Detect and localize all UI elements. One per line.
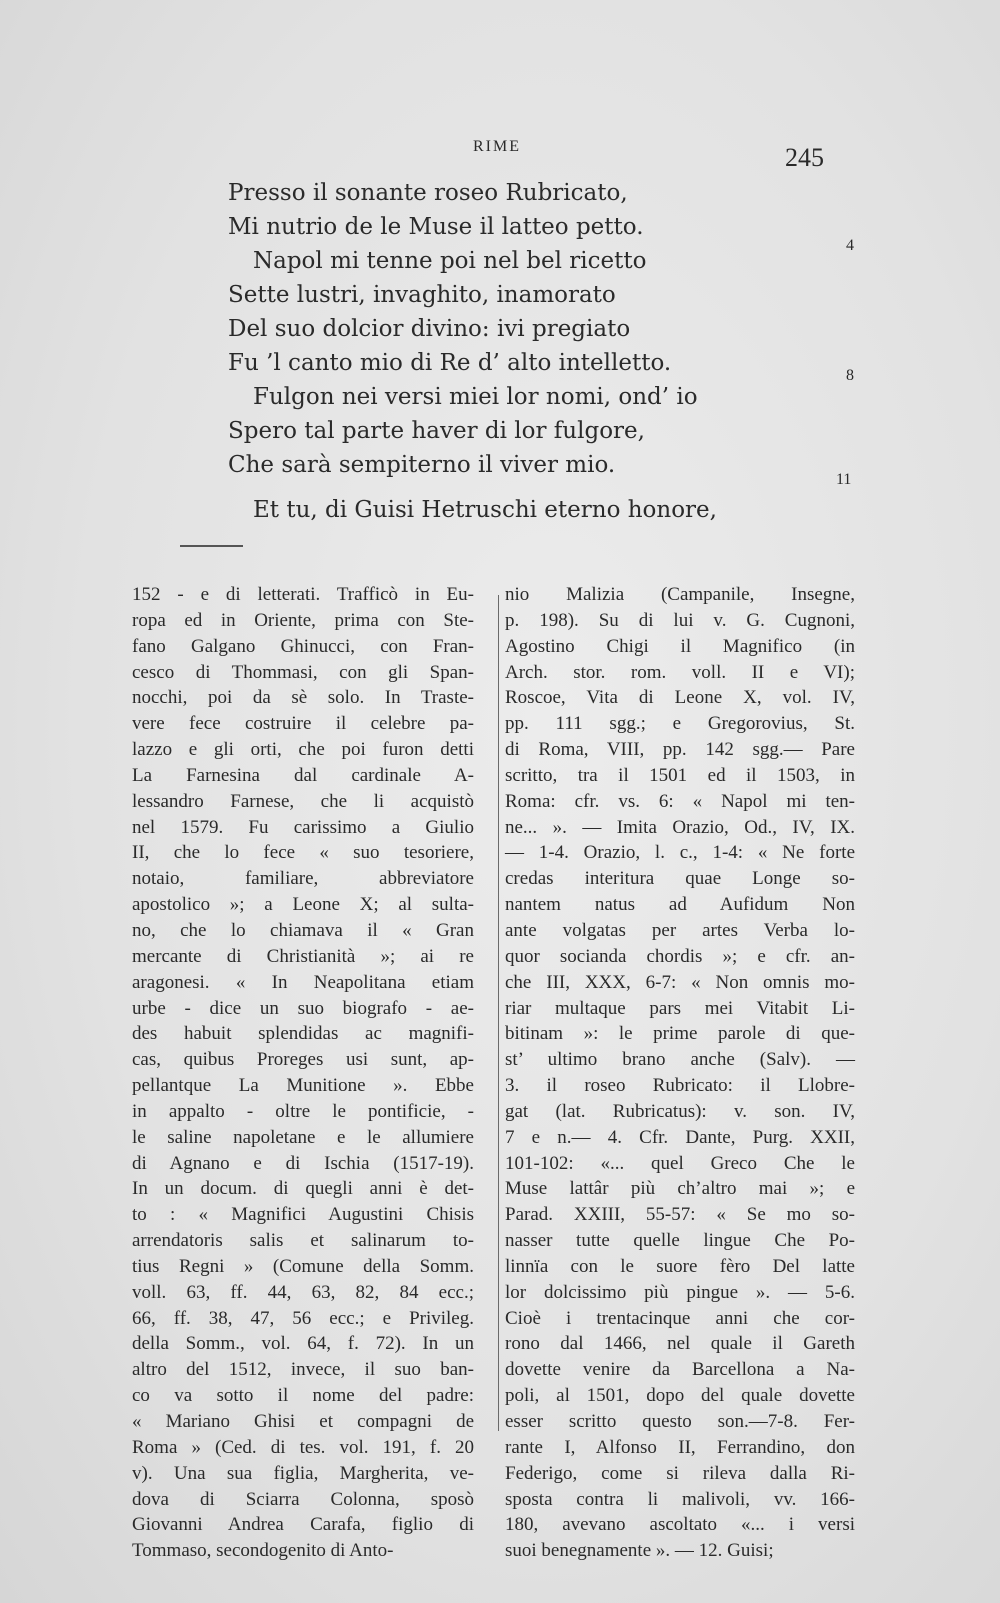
notes-left-column (132, 582, 474, 1564)
note-line: 7 e n.— 4. Cfr. Dante, Purg. XXII, (505, 1126, 855, 1148)
note-line: 152 - e di letterati. Trafficò in Eu- (132, 584, 474, 605)
note-line: esser scritto questo son.—7-8. Fer- (505, 1411, 855, 1432)
note-line: Tommaso, secondogenito di Anto- (132, 1540, 394, 1562)
column-divider (498, 595, 499, 1431)
note-line: Roma: cfr. vs. 6: « Napol mi ten- (505, 790, 855, 812)
note-line: to : « Magnifici Augustini Chisis (132, 1204, 474, 1226)
note-line: quor socianda chordis »; e cfr. an- (505, 945, 855, 967)
notes-right-column (505, 582, 855, 1564)
note-line: aragonesi. « In Neapolitana etiam (132, 971, 474, 993)
note-line: Federigo, come si rileva dalla Ri- (505, 1462, 855, 1484)
note-line: ropa ed in Oriente, prima con Ste- (132, 609, 474, 631)
running-title: RIME (473, 138, 521, 155)
note-line: scritto, tra il 1501 ed il 1503, in (505, 764, 855, 786)
page-number: 245 (785, 143, 824, 172)
verse-number: 11 (836, 471, 852, 488)
note-line: v). Una sua figlia, Margherita, ve- (132, 1462, 474, 1484)
note-line: le saline napoletane e le allumiere (132, 1126, 474, 1148)
note-line: co va sotto il nome del padre: (132, 1385, 474, 1407)
verse-line: Napol mi tenne poi nel bel ricetto (253, 248, 647, 274)
note-line: des habuit splendidas ac magnifi- (132, 1023, 474, 1045)
verse-line: Del suo dolcior divino: ivi pregiato (228, 316, 631, 342)
note-line: linnïa con le suore fèro Del latte (505, 1255, 855, 1277)
verse-line: Spero tal parte haver di lor fulgore, (228, 418, 645, 444)
verse-line: Che sarà sempiterno il viver mio. (228, 452, 616, 478)
note-line: Parad. XXIII, 55-57: « Se mo so- (505, 1204, 855, 1226)
note-line: mercante di Christianità »; ai re (132, 945, 474, 967)
note-line: di Roma, VIII, pp. 142 sgg.— Pare (505, 739, 855, 761)
note-line: st’ ultimo brano anche (Salv). — (505, 1049, 855, 1071)
note-line: credas interitura quae Longe so- (505, 868, 855, 890)
note-line: arrendatoris salis et salinarum to- (132, 1230, 474, 1252)
note-line: sposta contra li malivoli, vv. 166- (505, 1488, 855, 1510)
verse-line: Sette lustri, invaghito, inamorato (228, 282, 616, 308)
note-line: II, che lo fece « suo tesoriere, (132, 842, 474, 864)
note-line: riar multaque pars mei Vitabit Li- (505, 997, 855, 1019)
note-line: dova di Sciarra Colonna, sposò (132, 1488, 474, 1510)
note-line: suoi benegnamente ». — 12. Guisi; (505, 1540, 774, 1562)
note-line: cas, quibus Proreges usi sunt, ap- (132, 1049, 474, 1071)
note-line: cesco di Thommasi, con gli Span- (132, 661, 474, 683)
note-line: in appalto - oltre le pontificie, - (132, 1100, 474, 1122)
note-line: 3. il roseo Rubricato: il Llobre- (505, 1075, 855, 1097)
note-line: no, che lo chiamava il « Gran (132, 919, 474, 941)
note-line: La Farnesina dal cardinale A- (132, 764, 474, 786)
note-line: rante I, Alfonso II, Ferrandino, don (505, 1436, 855, 1458)
note-line: poli, al 1501, dopo del quale dovette (505, 1385, 855, 1407)
note-line: nio Malizia (Campanile, Insegne, (505, 584, 855, 605)
note-line: — 1-4. Orazio, l. c., 1-4: « Ne forte (505, 842, 855, 864)
note-line: della Somm., vol. 64, f. 72). In un (132, 1333, 474, 1355)
note-line: apostolico »; a Leone X; al sulta- (132, 894, 474, 916)
note-line: che III, XXX, 6-7: « Non omnis mo- (505, 971, 855, 993)
verse-line: Fu ’l canto mio di Re d’ alto intelletto. (228, 350, 672, 376)
verse-number: 4 (846, 237, 854, 254)
note-line: notaio, familiare, abbreviatore (132, 868, 474, 890)
note-line: lor dolcissimo più pingue ». — 5-6. (505, 1281, 855, 1303)
note-line: di Agnano e di Ischia (1517-19). (132, 1152, 474, 1174)
note-line: Roscoe, Vita di Leone X, vol. IV, (505, 687, 855, 709)
note-line: ne... ». — Imita Orazio, Od., IV, IX. (505, 816, 855, 838)
note-line: lazzo e gli orti, che poi furon detti (132, 739, 474, 761)
note-line: Agostino Chigi il Magnifico (in (505, 635, 855, 657)
note-line: fano Galgano Ghinucci, con Fran- (132, 635, 474, 657)
note-line: « Mariano Ghisi et compagni de (132, 1411, 474, 1432)
verse-line: Mi nutrio de le Muse il latteo petto. (228, 214, 644, 240)
note-line: pp. 111 sgg.; e Gregorovius, St. (505, 713, 855, 735)
verse-line: Et tu, di Guisi Hetruschi eterno honore, (253, 497, 717, 523)
note-line: Giovanni Andrea Carafa, figlio di (132, 1514, 474, 1536)
note-line: Arch. stor. rom. voll. II e VI); (505, 661, 855, 683)
note-line: dovette venire da Barcellona a Na- (505, 1359, 855, 1381)
note-line: 101-102: «... quel Greco Che le (505, 1152, 855, 1174)
note-line: 66, ff. 38, 47, 56 ecc.; e Privileg. (132, 1307, 474, 1329)
note-line: vere fece costruire il celebre pa- (132, 713, 474, 735)
note-line: nel 1579. Fu carissimo a Giulio (132, 816, 474, 838)
separator-rule (180, 545, 243, 547)
verse-line: Presso il sonante roseo Rubricato, (228, 180, 628, 206)
note-line: urbe - dice un suo biografo - ae- (132, 997, 474, 1019)
note-line: 180, avevano ascoltato «... i versi (505, 1514, 855, 1536)
note-line: In un docum. di quegli anni è det- (132, 1178, 474, 1200)
note-line: bitinam »: le prime parole di que- (505, 1023, 855, 1045)
note-line: pellantque La Munitione ». Ebbe (132, 1075, 474, 1097)
note-line: gat (lat. Rubricatus): v. son. IV, (505, 1100, 855, 1122)
note-line: ante volgatas per artes Verba lo- (505, 919, 855, 941)
note-line: altro del 1512, invece, il suo ban- (132, 1359, 474, 1381)
verse-line: Fulgon nei versi miei lor nomi, ond’ io (253, 384, 698, 410)
note-line: nasser tutte quelle lingue Che Po- (505, 1230, 855, 1252)
verse-number: 8 (846, 367, 854, 384)
note-line: voll. 63, ff. 44, 63, 82, 84 ecc.; (132, 1281, 474, 1303)
note-line: Cioè i trentacinque anni che cor- (505, 1307, 855, 1329)
note-line: lessandro Farnese, che li acquistò (132, 790, 474, 812)
note-line: tius Regni » (Comune della Somm. (132, 1255, 474, 1277)
note-line: nocchi, poi da sè solo. In Traste- (132, 687, 474, 709)
note-line: Roma » (Ced. di tes. vol. 191, f. 20 (132, 1436, 474, 1458)
note-line: Muse lattâr più ch’altro mai »; e (505, 1178, 855, 1200)
note-line: rono dal 1466, nel quale il Gareth (505, 1333, 855, 1355)
note-line: p. 198). Su di lui v. G. Cugnoni, (505, 609, 855, 631)
note-line: nantem natus ad Aufidum Non (505, 894, 855, 916)
